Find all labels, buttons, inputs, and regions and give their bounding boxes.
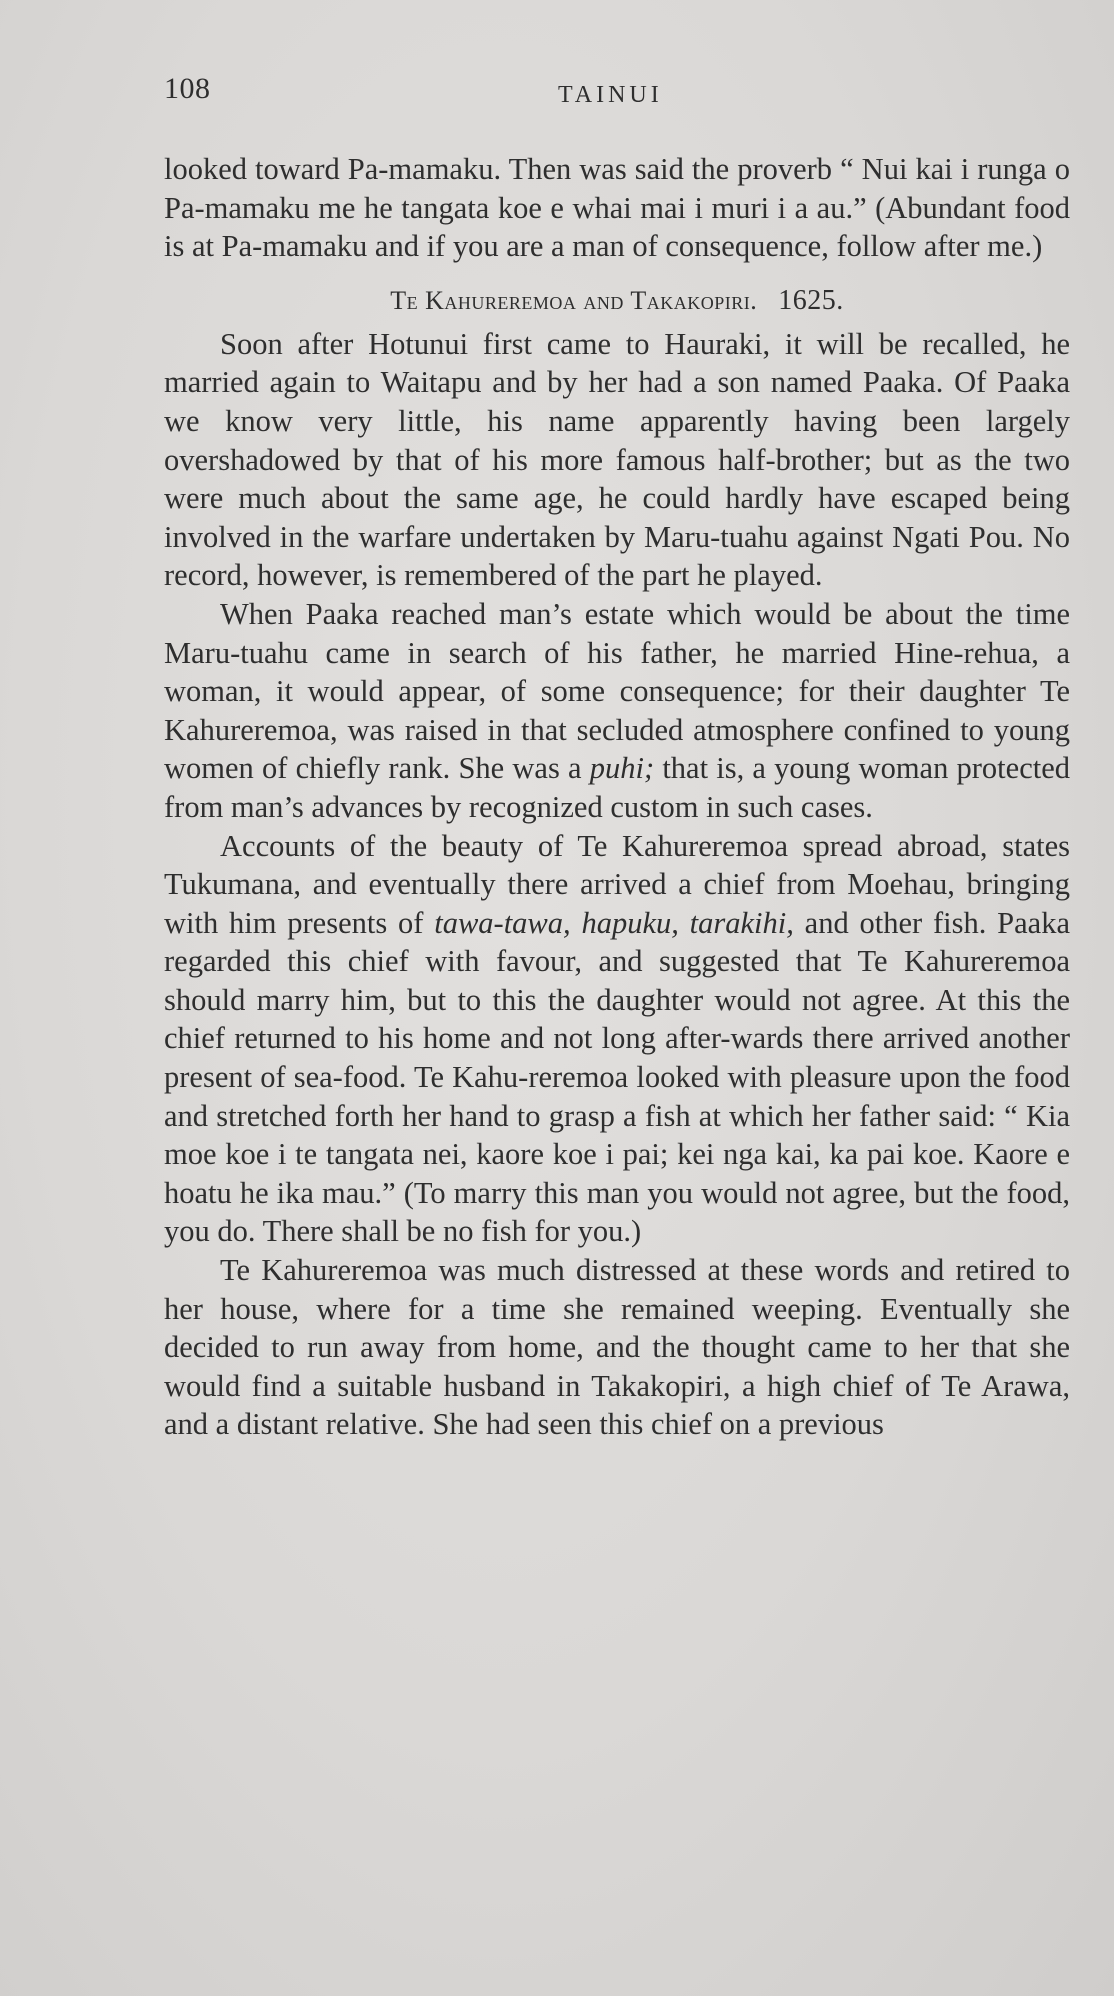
running-title: TAINUI (558, 82, 663, 108)
paragraph-continuation (164, 150, 1070, 266)
text-run: Accounts of the beauty of Te Kahureremoa spread abroad, states Tukumana, and eventually there arrived a chief from Moehau, bringing with him presents of (164, 828, 1070, 940)
text-run: When Paaka reached man’s estate which would be about the time Maru-tuahu came in search of his father, he married Hine-rehua, a woman, it would appear, of some consequence; for their daughter Te Kahureremoa, was raised in that secluded atmosphere confined to young women of chiefly rank. She was a (164, 596, 1070, 786)
paragraph (164, 827, 1070, 1252)
paragraph (164, 325, 1070, 595)
body-text (164, 150, 1070, 1444)
section-heading-date: 1625. (778, 284, 844, 316)
section-heading-title: Te Kahureremoa and Takakopiri. (390, 285, 758, 315)
section-heading (164, 281, 1070, 321)
italic-term: tawa-tawa, hapuku, tarakihi, (434, 905, 794, 940)
text-run: and other fish. Paaka regarded this chief with favour, and suggested that Te Kahureremoa should marry him, but to this the daughter would not agree. At this the chief returned to his home and not long after-wards there arrived another present of sea-food. Te Kahu-reremoa looked with pleasure upon the food and stretched forth her hand to grasp a fish at which her father said: “ Kia moe koe i te tangata nei, kaore koe i pai; kei nga kai, ka pai koe. Kaore e hoatu he ika mau.” (To marry this man you would not agree, but the food, you do. There shall be no fish for you.) (164, 905, 1070, 1249)
italic-term: puhi; (589, 751, 655, 786)
paragraph (164, 595, 1070, 827)
paragraph (164, 1251, 1070, 1444)
page-number: 108 (164, 72, 211, 105)
text-run: Soon after Hotunui first came to Hauraki, it will be recalled, he married again to Waitapu and by her had a son named Paaka. Of Paaka we know very little, his name apparently having been largely overshadowed by that of his more famous half-brother; but as the two were much about the same age, he could hardly have escaped being involved in the warfare undertaken by Maru-tuahu against Ngati Pou. No record, however, is remembered of the part he played. (164, 326, 1070, 593)
text-run: Te Kahureremoa was much distressed at these words and retired to her house, where for a time she remained weeping. Eventually she decided to run away from home, and the thought came to her that she would find a suitable husband in Takakopiri, a high chief of Te Arawa, and a distant relative. She had seen this chief on a previous (164, 1253, 1070, 1442)
text-run: that is, a young woman protected from man’s advances by recognized custom in such cases. (164, 751, 1070, 824)
text-run: looked toward Pa-mamaku. Then was said the proverb “ Nui kai i runga o Pa-mamaku me he tangata koe e whai mai i muri i a au.” (Abundant food is at Pa-mamaku and if you are a man of consequence, follow after me.) (164, 152, 1070, 264)
running-head (164, 72, 1070, 118)
